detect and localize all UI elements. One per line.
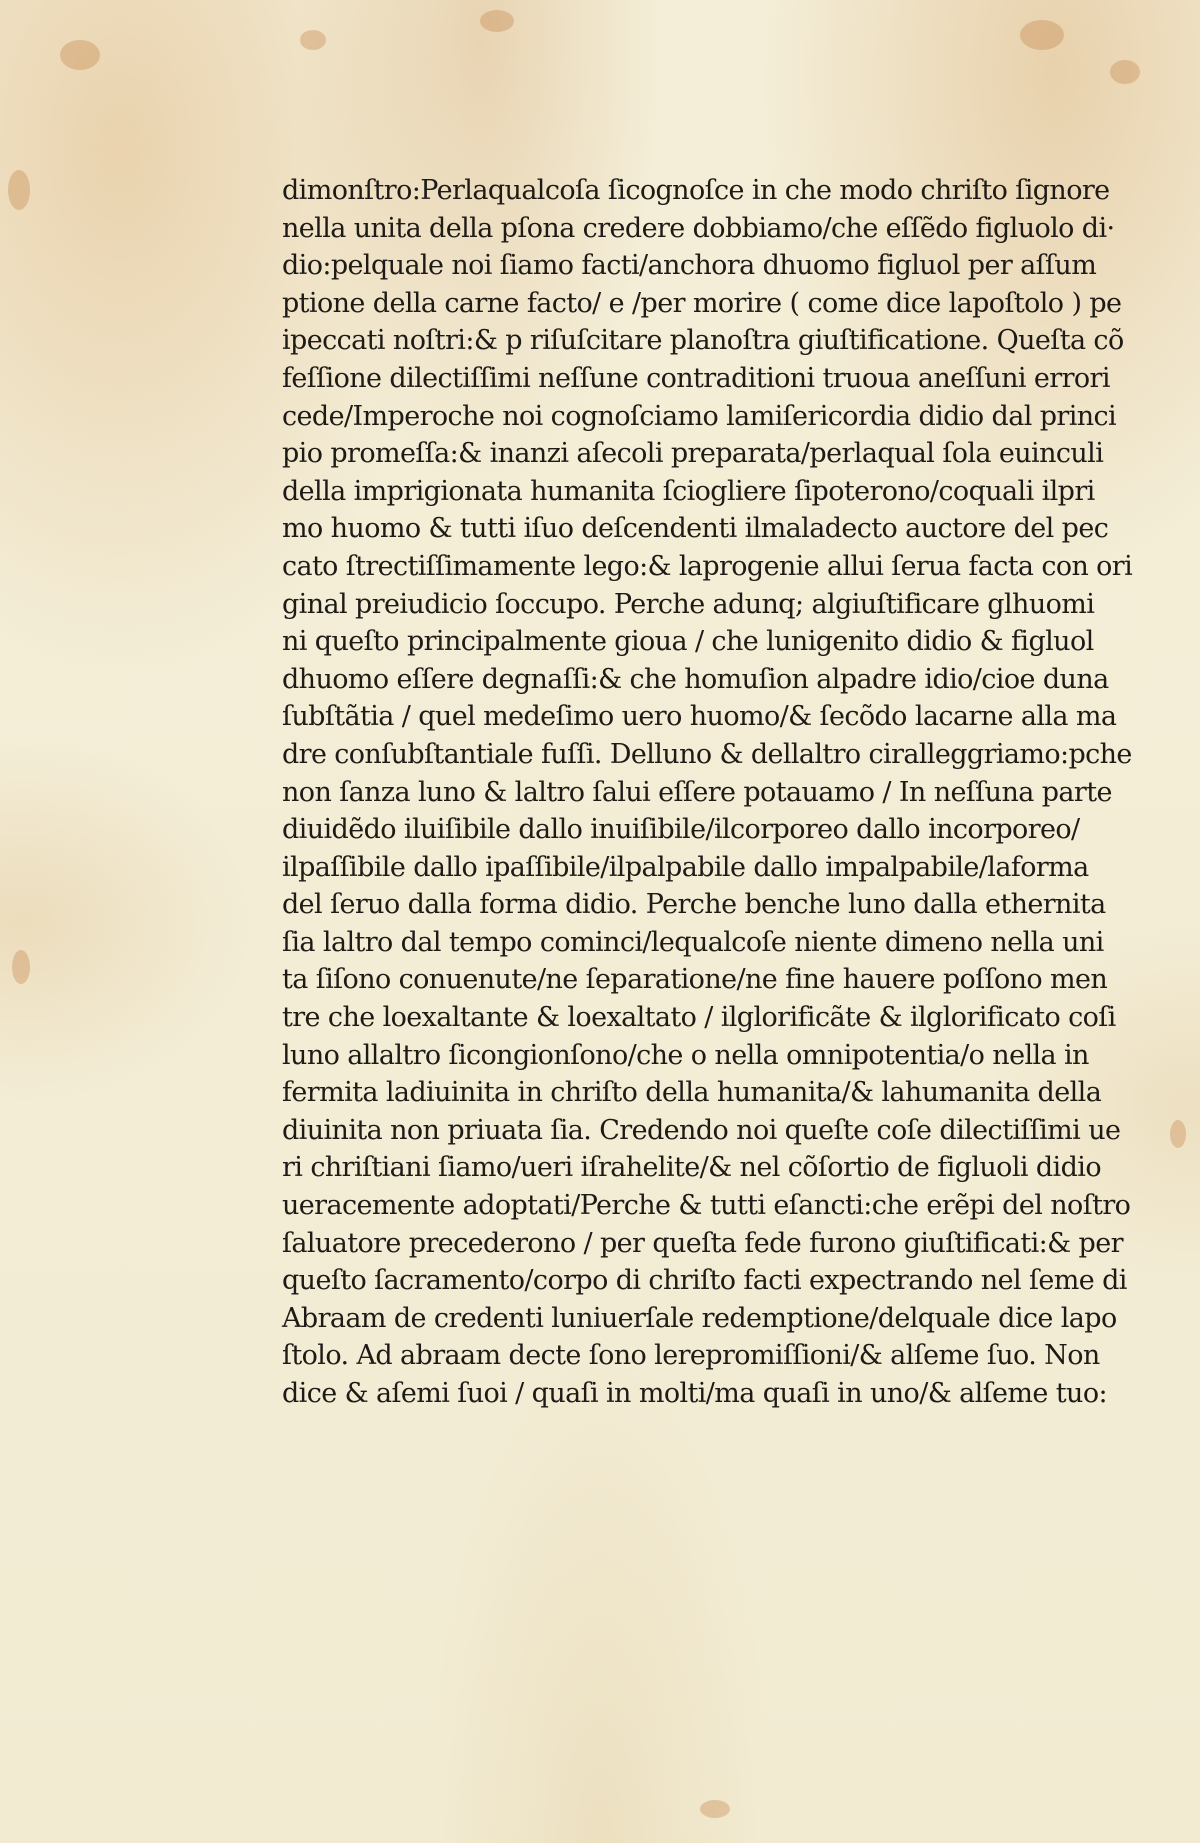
text-line: dice & aſemi ſuoi / quaſi in molti/ma quaſi in uno/& alſeme tuo: bbox=[282, 1378, 1107, 1409]
text-line: ni queſto principalmente gioua / che lunigenito didio & figluol bbox=[282, 626, 1094, 658]
text-line: dhuomo eſſere degnaſſi:& che homuſion alpadre idio/cioe duna bbox=[282, 663, 1109, 695]
foxing-stain bbox=[1110, 60, 1140, 84]
text-line: mo huomo & tutti iſuo deſcendenti ilmaladecto auctore del pec bbox=[282, 513, 1109, 545]
text-line: ipeccati noſtri:& p riſuſcitare planoſtra giuſtificatione. Queſta cõ bbox=[282, 325, 1124, 357]
text-line: cede/Imperoche noi cognoſciamo lamiſericordia didio dal princi bbox=[282, 400, 1117, 432]
text-line: Abraam de credenti luniuerſale redemptione/delquale dice lapo bbox=[282, 1302, 1117, 1334]
text-line: ſtolo. Ad abraam decte ſono lerepromiſſioni/& alſeme ſuo. Non bbox=[282, 1340, 1100, 1372]
text-line: dre conſubſtantiale fuſſi. Delluno & dellaltro ciralleggriamo:pche bbox=[282, 738, 1132, 770]
foxing-stain bbox=[1020, 20, 1064, 50]
foxing-stain bbox=[480, 10, 514, 32]
text-line: ilpaſſibile dallo ipaſſibile/ilpalpabile dallo impalpabile/laforma bbox=[282, 851, 1089, 883]
foxing-stain bbox=[700, 1800, 730, 1818]
text-line: ueracemente adoptati/Perche & tutti eſancti:che erẽpi del noſtro bbox=[282, 1190, 1131, 1222]
foxing-stain bbox=[300, 30, 326, 50]
text-line: diuidẽdo iluiſibile dallo inuiſibile/ilcorporeo dallo incorporeo/ bbox=[282, 814, 1080, 846]
text-line: nella unita della pſona credere dobbiamo/che eſſẽdo figluolo di· bbox=[282, 212, 1115, 244]
text-line: della imprigionata humanita ſciogliere ſipoterono/coquali ilpri bbox=[282, 475, 1095, 507]
text-line: pio promeſſa:& inanzi aſecoli preparata/perlaqual ſola euinculi bbox=[282, 438, 1104, 470]
text-line: ſia laltro dal tempo cominci/lequalcoſe niente dimeno nella uni bbox=[282, 926, 1104, 958]
text-line: non ſanza luno & laltro ſalui eſſere potauamo / In neſſuna parte bbox=[282, 776, 1112, 808]
text-line: dimonſtro:Perlaqualcoſa ſicognoſce in che modo chriſto ſignore bbox=[282, 175, 1110, 206]
foxing-stain bbox=[60, 40, 100, 70]
foxing-stain bbox=[8, 170, 30, 210]
text-line: ta ſiſono conuenute/ne ſeparatione/ne fine hauere poſſono men bbox=[282, 964, 1108, 996]
text-line: diuinita non priuata ſia. Credendo noi queſte coſe dilectiſſimi ue bbox=[282, 1114, 1121, 1146]
text-line: ſaluatore precederono / per queſta fede furono giuſtificati:& per bbox=[282, 1227, 1123, 1259]
foxing-stain bbox=[1170, 1120, 1186, 1148]
text-line: ptione della carne facto/ e /per morire ( come dice lapoſtolo ) pe bbox=[282, 287, 1122, 319]
text-line: del ſeruo dalla forma didio. Perche benche luno dalla ethernita bbox=[282, 889, 1106, 921]
text-line: cato ſtrectiſſimamente lego:& laprogenie allui ſerua facta con ori bbox=[282, 550, 1133, 582]
text-line: ri chriſtiani ſiamo/ueri iſrahelite/& nel cõſortio de figluoli didio bbox=[282, 1152, 1101, 1184]
text-line: queſto ſacramento/corpo di chriſto facti expectrando nel ſeme di bbox=[282, 1265, 1127, 1297]
text-line: feſſione dilectiſſimi neſſune contraditioni truoua aneſſuni errori bbox=[282, 362, 1110, 394]
text-line: tre che loexaltante & loexaltato / ilglorificãte & ilglorificato coſi bbox=[282, 1002, 1116, 1034]
text-line: ginal preiudicio ſoccupo. Perche adunq; algiuſtificare glhuomi bbox=[282, 588, 1095, 620]
text-line: fermita ladiuinita in chriſto della humanita/& lahumanita della bbox=[282, 1077, 1102, 1109]
foxing-stain bbox=[12, 950, 30, 984]
text-line: dio:pelquale noi ſiamo facti/anchora dhuomo figluol per aſſum bbox=[282, 250, 1097, 282]
text-line: ſubſtãtia / quel medeſimo uero huomo/& ſecõdo lacarne alla ma bbox=[282, 701, 1117, 733]
text-line: luno allaltro ſicongionſono/che o nella omnipotentia/o nella in bbox=[282, 1039, 1089, 1071]
text-column bbox=[282, 172, 1132, 1413]
